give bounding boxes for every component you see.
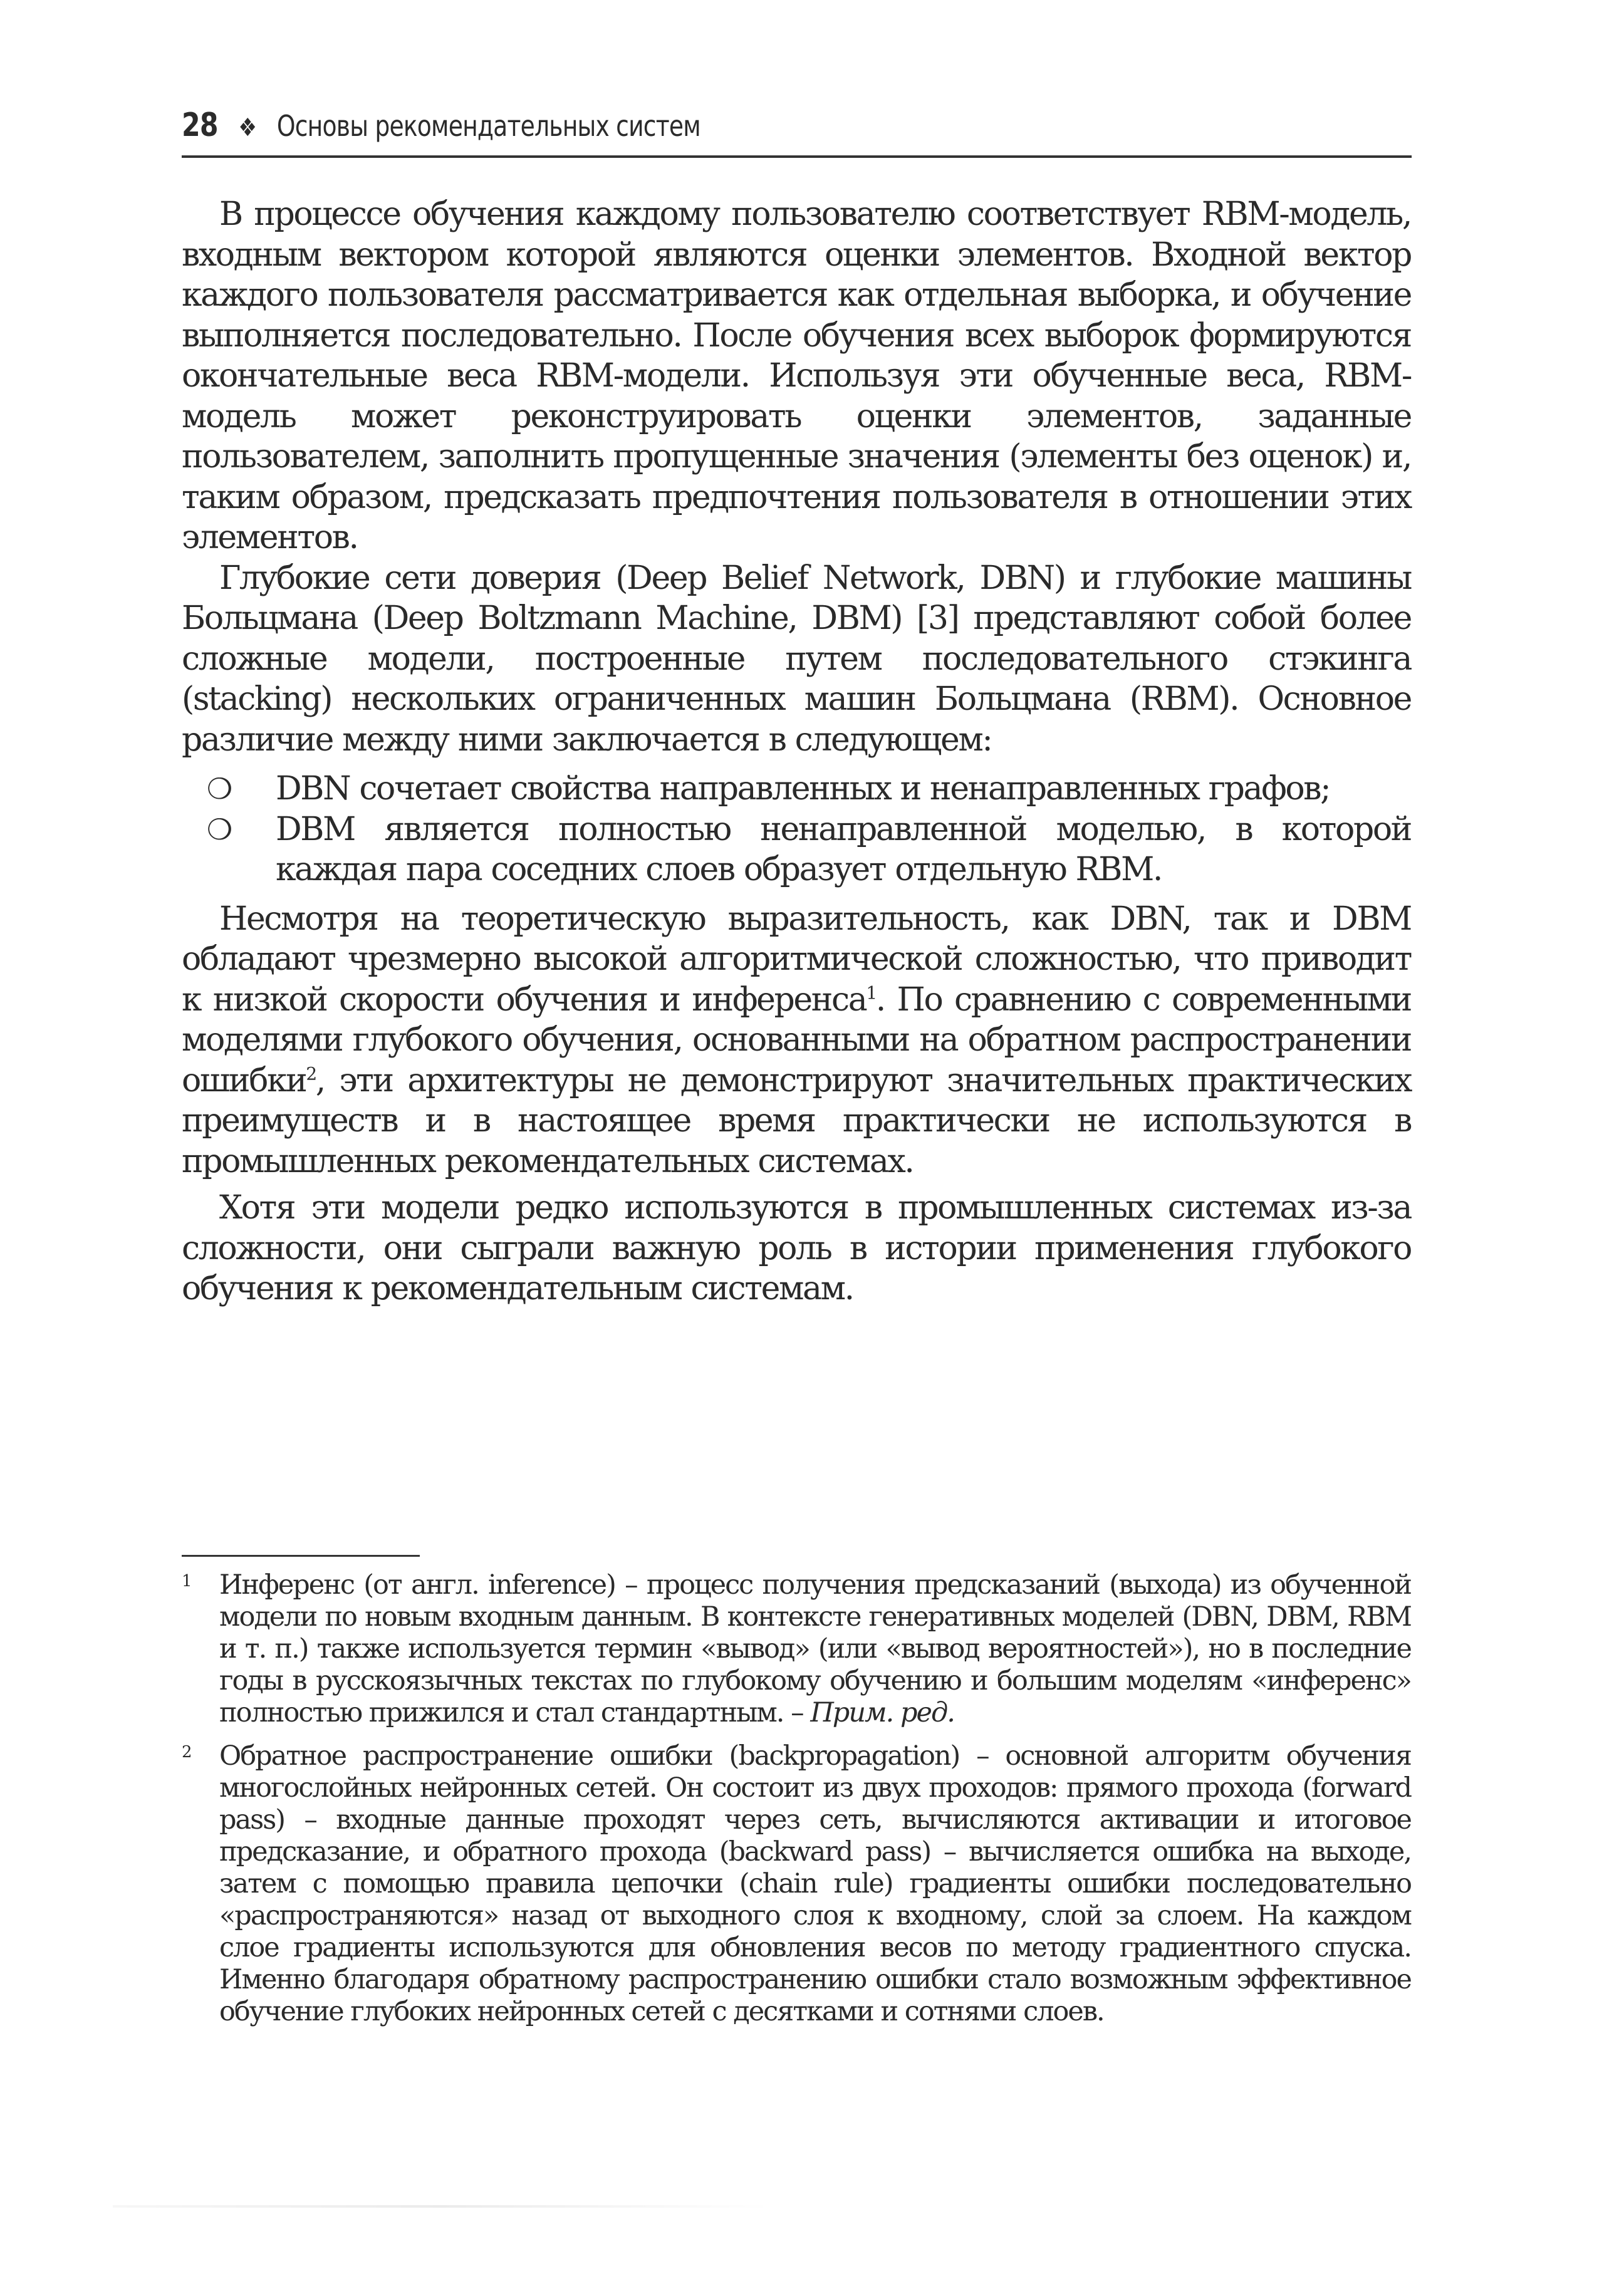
list-item-text: DBM является полностью ненаправленной моделью, в которой каждая пара соседних слоев образует отдельную RBM. [276,810,1411,888]
paragraph-3-part-b: . По сравнению с современными моделями глубокого обучения, основанными на обратном распространении ошибки [182,980,1412,1099]
paragraph-3-part-a: Несмотря на теоретическую выразительность, как DBN, так и DBM обладают чрезмерно высокой алгоритмической сложностью, что приводит к низкой скорости обучения и инференса [182,900,1411,1019]
paragraph-4: Хотя эти модели редко используются в промышленных системах из-за сложности, они сыграли важную роль в истории применения глубокого обучения к рекомендательным системам. [182,1189,1411,1307]
footnote-text: Инференс (от англ. inference) – процесс получения предсказаний (выхода) из обученной модели по новым входным данным. В контексте генеративных моделей (DBN, DBM, RBM и т. п.) также используется термин «вывод» (или «вывод вероятностей»), но в последние годы в русскоязычных текстах по глубокому обучению и большим моделям «инференс» полностью прижился и стал стандартным. – [219,1569,1411,1728]
footnote-ref-1[interactable]: 1 [866,982,876,1004]
paragraph-3-part-c: , эти архитектуры не демонстрируют значительных практических преимуществ и в настоящее время практически не используются в промышленных рекомендательных системах. [182,1061,1411,1180]
chapter-title: Основы рекомендательных систем [276,109,700,143]
footnote-2 [182,1740,1411,2028]
footnote-ref-2[interactable]: 2 [306,1063,316,1084]
circle-bullet-icon: ❍ [207,772,231,806]
paragraph-3 [182,899,1411,1182]
paragraph-2: Глубокие сети доверия (Deep Belief Network, DBN) и глубокие машины Больцмана (Deep Boltzmann Machine, DBM) [3] представляют собой более сложные модели, построенные путем последовательного стэкинга (stacking) нескольких ограниченных машин Больцмана (RBM). Основное различие между ними заключается в следующем: [182,559,1411,759]
scan-artifact [113,2205,771,2208]
page [182,106,1411,1309]
list-item-text: DBN сочетает свойства направленных и ненаправленных графов; [276,770,1330,808]
bullet-list [182,769,1411,890]
footnote-text: Обратное распространение ошибки (backpropagation) – основной алгоритм обучения многослойных нейронных сетей. Он состоит из двух проходов: прямого прохода (forward pass) – входные данные проходят через сеть, вычисляются активации и итоговое предсказание, и обратного прохода (backward pass) – вычисляется ошибка на выходе, затем с помощью правила цепочки (chain rule) градиенты ошибки последовательно «распространяются» назад от выходного слоя к входному, слой за слоем. На каждом слое градиенты используются для обновления весов по методу градиентного спуска. Именно благодаря обратному распространению ошибки стало возможным эффективное обучение глубоких нейронных сетей с десятками и сотнями слоев. [219,1740,1411,2027]
editor-note: Прим. ред. [810,1697,954,1728]
footnote-divider [182,1555,420,1557]
page-number: 28 [182,106,218,144]
footnotes [182,1569,1411,2028]
body-text [182,194,1411,1309]
footnote-number: 1 [182,1572,191,1591]
running-head [182,106,1412,158]
ornament-icon: ❖ [238,113,257,142]
circle-bullet-icon: ❍ [207,812,231,846]
list-item [182,809,1411,890]
list-item [182,769,1411,809]
footnote-1 [182,1569,1411,1729]
paragraph-1: В процессе обучения каждому пользователю соответствует RBM-модель, входным вектором которой являются оценки элементов. Входной вектор каждого пользователя рассматривается как отдельная выборка, и обучение выполняется последовательно. После обучения всех выборок формируются окончательные веса RBM-модели. Используя эти обученные веса, RBM-модель может реконструировать оценки элементов, заданные пользователем, заполнить пропущенные значения (элементы без оценок) и, таким образом, предсказать предпочтения пользователя в отношении этих элементов. [182,195,1411,556]
footnote-number: 2 [182,1743,191,1762]
